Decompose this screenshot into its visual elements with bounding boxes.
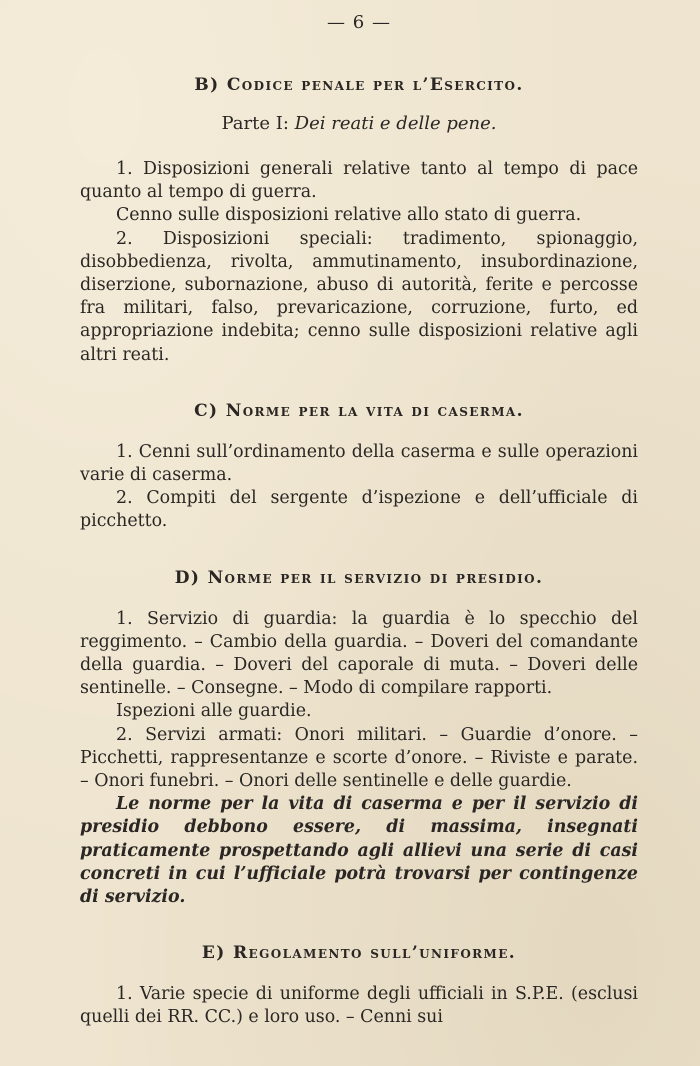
paragraph: 1. Disposizioni generali relative tanto al tempo di pace quanto al tempo di guerra. — [80, 159, 638, 203]
paragraph: Cenno sulle disposizioni relative allo stato di guerra. — [116, 205, 582, 226]
section-heading-e: E) Regolamento sull’uniforme. — [201, 943, 517, 964]
paragraph: 1. Cenni sull’ordinamento della caserma e sulle operazioni varie di caserma. — [80, 441, 638, 486]
section-heading-d: D) Norme per il servizio di presidio. — [174, 567, 544, 588]
paragraph: 1. Servizio di guardia: la guardia è lo specchio del reggimento. – Cambio della guardia. – Doveri del comandante della guardia. – Doveri del caporale di muta. – Doveri delle sentinelle. – Consegne. – Modo di compilare rapporti. — [80, 608, 638, 699]
paragraph: 2. Servizi armati: Onori militari. – Guardie d’onore. – Picchetti, rappresentanze e scorte d’onore. – Riviste e parate. – Onori funebri. – Onori delle sentinelle e delle guardie. — [80, 724, 638, 792]
section-heading-c: C) Norme per la vita di caserma. — [194, 400, 524, 421]
section-uniform-regulation — [80, 943, 638, 1029]
section-subheading-b — [80, 113, 638, 134]
paragraph: Ispezioni alle guardie. — [116, 701, 312, 722]
section-penal-code — [80, 75, 638, 367]
section-barracks-life — [80, 401, 638, 534]
section-heading-b: B) Codice penale per l’Esercito. — [194, 75, 524, 95]
subheading-prefix: Parte I: — [221, 113, 295, 134]
italic-note: Le norme per la vita di caserma e per il servizio di presidio debbono essere, di massima, insegnati praticamente prospettando agli allievi una serie di casi concreti in cui l’ufficiale potrà trovarsi per contingenze di servizio. — [80, 794, 638, 908]
subheading-italic: Dei reati e delle pene. — [294, 113, 497, 134]
paragraph: 2. Disposizioni speciali: tradimento, spionaggio, disobbedienza, rivolta, ammutinamento, insubordinazione, diserzione, subornazione, abuso di autorità, ferite e percosse fra militari, falso, prevaricazione, corruzione, furto, ed appropriazione indebita; cenno sulle disposizioni relative agli altri reati. — [80, 228, 638, 365]
page-number: — 6 — — [327, 12, 391, 33]
paragraph: 2. Compiti del sergente d’ispezione e dell’ufficiale di picchetto. — [80, 488, 638, 532]
section-garrison-service — [80, 568, 638, 910]
paragraph: 1. Varie specie di uniforme degli ufficiali in S.P.E. (esclusi quelli dei RR. CC.) e loro uso. – Cenni sui — [80, 984, 638, 1028]
